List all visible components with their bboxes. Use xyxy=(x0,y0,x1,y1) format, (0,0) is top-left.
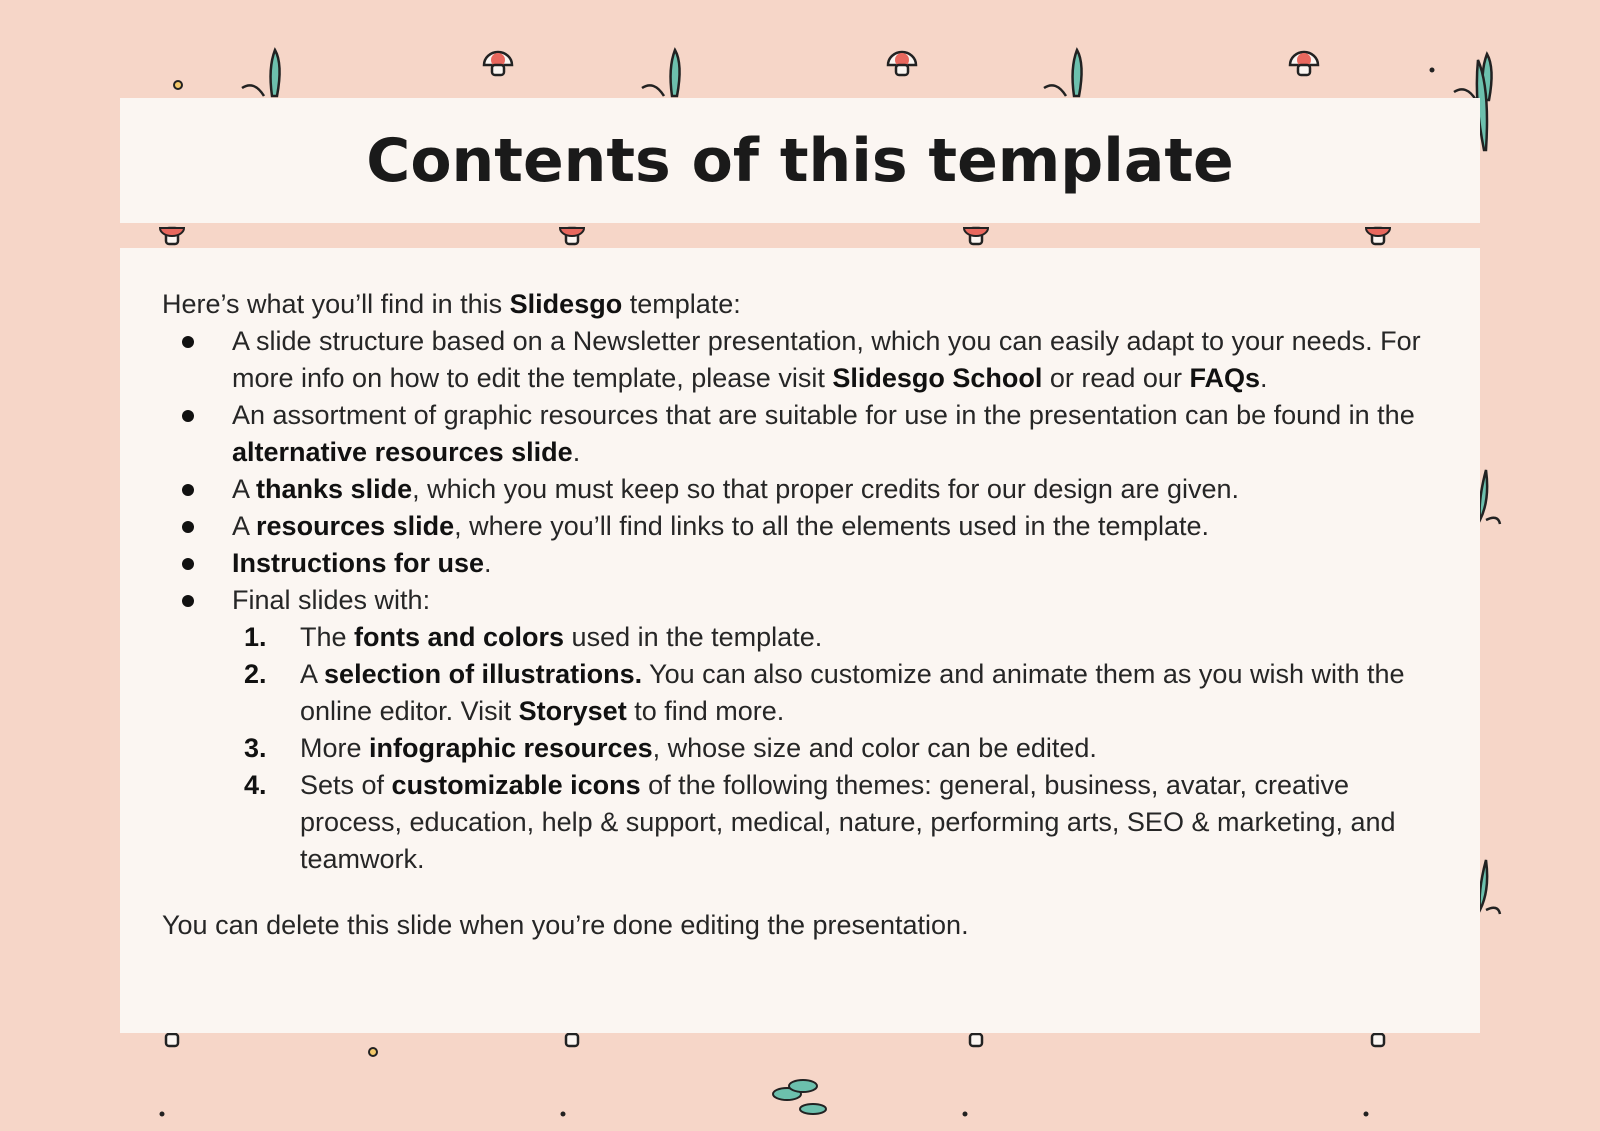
numbered-item xyxy=(232,730,1438,767)
item-bold: thanks slide xyxy=(256,474,413,504)
item-bold: Slidesgo School xyxy=(832,363,1043,393)
intro-paragraph xyxy=(162,286,1438,323)
numbered-item xyxy=(232,619,1438,656)
item-bold: resources slide xyxy=(256,511,455,541)
list-item xyxy=(162,508,1438,545)
list-item xyxy=(162,582,1438,878)
item-bold: Storyset xyxy=(518,696,627,726)
bullet-list xyxy=(162,323,1438,878)
item-text: , where you’ll find links to all the elements used in the template. xyxy=(454,511,1210,541)
sprout-leaf xyxy=(1480,860,1488,910)
mushroom-stem xyxy=(166,1034,178,1046)
item-text: . xyxy=(484,548,492,578)
item-text: An assortment of graphic resources that are suitable for use in the presentation can be found in the xyxy=(232,400,1415,430)
mushroom-stem xyxy=(1298,65,1310,75)
sprout-stem xyxy=(642,85,664,96)
sprout-stem xyxy=(242,85,264,96)
pattern-dot xyxy=(160,1112,165,1117)
pebble xyxy=(800,1104,826,1114)
item-text: . xyxy=(572,437,581,467)
item-bold: fonts and colors xyxy=(354,622,565,652)
mushroom-stem xyxy=(896,65,908,75)
item-text: Final slides with: xyxy=(232,585,431,615)
list-item xyxy=(162,397,1438,471)
page-title xyxy=(366,126,1233,196)
sprout-stem xyxy=(1486,518,1500,524)
intro-bold: Slidesgo xyxy=(509,289,623,319)
item-text: , whose size and color can be edited. xyxy=(652,733,1097,763)
sprout-leaf xyxy=(271,50,280,96)
item-text: , which you must keep so that proper credits for our design are given. xyxy=(412,474,1240,504)
mushroom-stem xyxy=(492,65,504,75)
mushroom-cap xyxy=(160,228,184,236)
item-text: A xyxy=(232,511,257,541)
sprout-stem xyxy=(1486,908,1500,914)
pattern-dot xyxy=(1430,68,1435,73)
item-text: Sets of xyxy=(300,770,392,800)
item-number: 1. xyxy=(244,622,267,652)
item-text: A slide structure based on a Newsletter presentation, which you can easily adapt to your needs. For more info on how to edit the template, please visit xyxy=(232,326,1421,393)
mushroom-stem xyxy=(970,1034,982,1046)
sprout-leaf xyxy=(1073,50,1082,96)
pattern-ring xyxy=(174,81,182,89)
item-text: or read our xyxy=(1042,363,1190,393)
list-item xyxy=(162,545,1438,582)
item-bold: customizable icons xyxy=(391,770,641,800)
title-card xyxy=(120,98,1480,223)
pattern-dot xyxy=(963,1112,968,1117)
item-text: to find more. xyxy=(626,696,785,726)
numbered-list xyxy=(232,619,1438,878)
numbered-item xyxy=(232,767,1438,878)
item-number: 3. xyxy=(244,733,267,763)
item-text: More xyxy=(300,733,370,763)
pattern-ring xyxy=(369,1048,377,1056)
numbered-item xyxy=(232,656,1438,730)
item-bold: FAQs xyxy=(1189,363,1260,393)
mushroom-cap xyxy=(1366,228,1390,236)
sprout-stem xyxy=(1044,85,1066,96)
item-bold: selection of illustrations. xyxy=(324,659,643,689)
closing-paragraph: You can delete this slide when you’re done editing the presentation. xyxy=(162,910,969,940)
item-bold: alternative resources slide xyxy=(232,437,573,467)
sprout-leaf xyxy=(671,50,680,96)
pebble xyxy=(789,1080,817,1092)
item-text: used in the template. xyxy=(564,622,823,652)
item-bold: Instructions for use xyxy=(232,548,485,578)
intro-text: Here’s what you’ll find in this xyxy=(162,289,510,319)
item-text: A xyxy=(300,659,325,689)
mushroom-cap xyxy=(964,228,988,236)
mushroom-stem xyxy=(566,1034,578,1046)
item-bold: infographic resources xyxy=(369,733,653,763)
pattern-dot xyxy=(1364,1112,1369,1117)
pattern-dot xyxy=(561,1112,566,1117)
item-text: The xyxy=(300,622,355,652)
item-text: A xyxy=(232,474,257,504)
list-item xyxy=(162,323,1438,397)
item-text: of the following themes: general, business, avatar, creative process, education, help & support, medical, nature, performing arts, SEO & marketing, and teamwork. xyxy=(300,770,1396,874)
item-number: 2. xyxy=(244,659,267,689)
item-number: 4. xyxy=(244,770,267,800)
sprout-leaf xyxy=(1480,470,1488,520)
intro-text-end: template: xyxy=(622,289,741,319)
page-title-text: Contents of this template xyxy=(366,125,1234,196)
mushroom-cap xyxy=(560,228,584,236)
item-text: You can also customize and animate them as you wish with the online editor. Visit xyxy=(300,659,1405,726)
list-item xyxy=(162,471,1438,508)
content-card xyxy=(120,248,1480,1033)
item-text: . xyxy=(1259,363,1268,393)
mushroom-stem xyxy=(1372,1034,1384,1046)
